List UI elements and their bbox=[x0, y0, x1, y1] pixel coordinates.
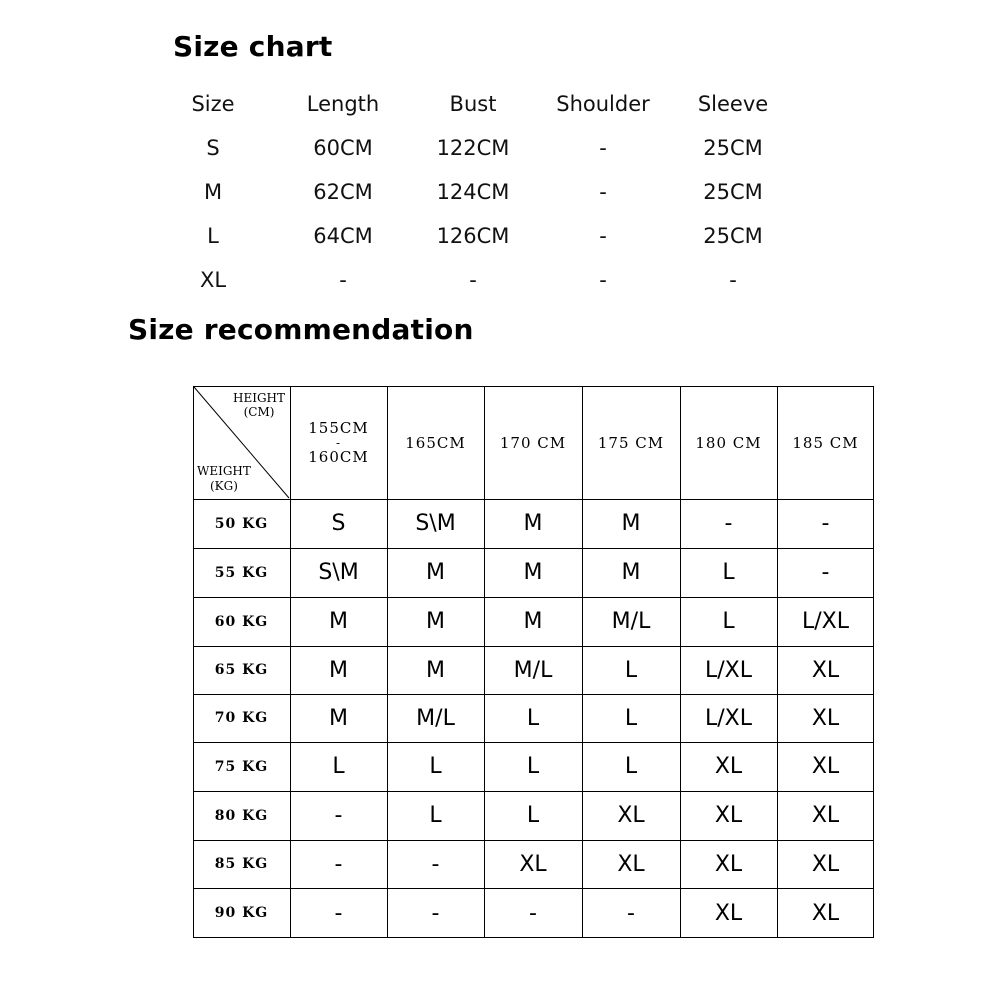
size-chart-title: Size chart bbox=[173, 30, 333, 63]
weight-label: 55 KG bbox=[214, 564, 269, 581]
size-recommendation-cell: L bbox=[526, 705, 540, 731]
size-recommendation-cell: L bbox=[624, 657, 638, 683]
height-header: 175 CM bbox=[597, 433, 665, 452]
size-recommendation-cell: M bbox=[329, 657, 348, 683]
size-chart-row bbox=[148, 170, 798, 214]
size-cell: XL bbox=[199, 268, 227, 292]
size-recommendation-cell: - bbox=[821, 560, 830, 585]
size-recommendation-cell: XL bbox=[714, 754, 743, 779]
size-recommendation-cell: L bbox=[722, 609, 735, 634]
size-recommendation-cell: M bbox=[523, 511, 543, 536]
size-recommendation-cell: L/XL bbox=[802, 609, 849, 634]
size-chart-row bbox=[148, 258, 798, 302]
size-recommendation-cell: M bbox=[523, 560, 543, 585]
weight-label: 70 KG bbox=[214, 710, 269, 726]
corner-weight-label bbox=[197, 464, 251, 494]
height-header-part: 155CM bbox=[308, 418, 369, 437]
weight-label: WEIGHT bbox=[197, 464, 251, 478]
header-cell: Length bbox=[306, 92, 380, 116]
size-recommendation-cell: XL bbox=[519, 851, 547, 877]
size-recommendation-cell: - bbox=[724, 511, 733, 536]
length-cell: 62CM bbox=[313, 180, 373, 204]
height-header-part: 160CM bbox=[308, 447, 369, 466]
sleeve-cell: - bbox=[729, 268, 737, 292]
size-recommendation-cell: M/L bbox=[416, 705, 455, 731]
size-recommendation-cell: M bbox=[621, 560, 641, 585]
bust-cell: 124CM bbox=[436, 180, 510, 204]
size-recommendation-cell: L/XL bbox=[705, 705, 752, 731]
shoulder-cell: - bbox=[599, 136, 607, 160]
size-recommendation-cell: XL bbox=[714, 900, 743, 926]
size-recommendation-cell: L bbox=[526, 803, 540, 828]
length-cell: - bbox=[339, 268, 347, 292]
size-recommendation-cell: M bbox=[621, 511, 641, 536]
corner-height-label bbox=[233, 391, 285, 419]
size-recommendation-cell: - bbox=[431, 900, 440, 926]
weight-label: 80 KG bbox=[214, 807, 269, 824]
size-chart-table bbox=[148, 82, 798, 302]
size-recommendation-cell: XL bbox=[617, 851, 645, 877]
size-recommendation-cell: S\M bbox=[318, 560, 359, 585]
shoulder-cell: - bbox=[599, 180, 607, 204]
size-recommendation-cell: - bbox=[334, 803, 343, 828]
size-recommendation-cell: - bbox=[334, 900, 343, 926]
size-recommendation-cell: M bbox=[426, 609, 445, 634]
size-recommendation-cell: - bbox=[334, 851, 343, 877]
size-recommendation-title: Size recommendation bbox=[128, 313, 474, 346]
weight-label: 60 KG bbox=[214, 613, 269, 630]
size-recommendation-cell: XL bbox=[811, 803, 840, 828]
size-recommendation-cell: L bbox=[429, 754, 442, 779]
height-header: 185 CM bbox=[792, 433, 859, 452]
weight-label: 85 KG bbox=[214, 856, 269, 872]
weight-label: 75 KG bbox=[214, 758, 269, 775]
size-chart-row bbox=[148, 214, 798, 258]
size-recommendation-cell: M bbox=[426, 560, 445, 585]
size-recommendation-cell: M bbox=[523, 609, 543, 634]
size-recommendation-cell: S bbox=[331, 511, 346, 536]
weight-label: 90 KG bbox=[214, 905, 269, 921]
header-cell: Bust bbox=[449, 92, 497, 116]
size-recommendation-cell: M bbox=[329, 609, 348, 634]
size-cell: M bbox=[203, 180, 223, 204]
size-recommendation-cell: L bbox=[624, 705, 638, 731]
height-header-part: - bbox=[335, 435, 342, 450]
size-recommendation-cell: M/L bbox=[513, 657, 553, 683]
sleeve-cell: 25CM bbox=[703, 136, 763, 160]
size-recommendation-cell: XL bbox=[811, 900, 840, 926]
size-chart-row bbox=[148, 126, 798, 170]
size-recommendation-cell: XL bbox=[811, 657, 840, 683]
size-recommendation-cell: XL bbox=[811, 754, 840, 779]
bust-cell: 122CM bbox=[436, 136, 510, 160]
size-recommendation-cell: M bbox=[329, 705, 348, 731]
size-recommendation-cell: S\M bbox=[415, 511, 456, 536]
size-recommendation-table bbox=[193, 386, 874, 938]
size-recommendation-cell: XL bbox=[811, 851, 840, 877]
header-cell: Shoulder bbox=[556, 92, 650, 116]
size-recommendation-cell: - bbox=[821, 511, 830, 536]
size-recommendation-cell: L bbox=[429, 803, 442, 828]
sleeve-cell: 25CM bbox=[703, 180, 763, 204]
height-header-155-160 bbox=[290, 386, 387, 499]
size-recommendation-cell: L bbox=[332, 754, 345, 779]
weight-label: 50 KG bbox=[214, 515, 269, 532]
weight-unit: (KG) bbox=[209, 479, 238, 493]
weight-label: 65 KG bbox=[214, 662, 269, 678]
shoulder-cell: - bbox=[599, 268, 607, 292]
size-recommendation-cell: L bbox=[722, 560, 735, 585]
bust-cell: 126CM bbox=[436, 224, 510, 248]
length-cell: 64CM bbox=[313, 224, 373, 248]
size-recommendation-cell: - bbox=[431, 851, 440, 877]
size-recommendation-cell: M/L bbox=[611, 609, 651, 634]
height-header: 170 CM bbox=[499, 433, 567, 452]
size-recommendation-cell: L bbox=[624, 754, 638, 779]
size-recommendation-cell: XL bbox=[617, 803, 645, 828]
size-recommendation-cell: M bbox=[426, 657, 445, 683]
size-recommendation-cell: L/XL bbox=[705, 657, 752, 683]
size-recommendation-cell: XL bbox=[811, 705, 840, 731]
bust-cell: - bbox=[469, 268, 477, 292]
size-recommendation-cell: - bbox=[529, 900, 537, 926]
length-cell: 60CM bbox=[313, 136, 373, 160]
header-cell: Sleeve bbox=[697, 92, 769, 116]
height-unit: (CM) bbox=[243, 405, 275, 419]
size-cell: S bbox=[206, 136, 220, 160]
size-cell: L bbox=[207, 224, 219, 248]
height-header: 165CM bbox=[405, 433, 466, 452]
size-recommendation-cell: XL bbox=[714, 851, 743, 877]
height-label: HEIGHT bbox=[233, 391, 286, 405]
height-header: 180 CM bbox=[695, 433, 762, 452]
sleeve-cell: 25CM bbox=[703, 224, 763, 248]
size-recommendation-cell: XL bbox=[714, 803, 743, 828]
header-cell: Size bbox=[191, 92, 235, 116]
size-recommendation-cell: L bbox=[526, 754, 540, 779]
shoulder-cell: - bbox=[599, 224, 607, 248]
size-recommendation-cell: - bbox=[627, 900, 635, 926]
size-chart-header-row bbox=[148, 82, 798, 126]
